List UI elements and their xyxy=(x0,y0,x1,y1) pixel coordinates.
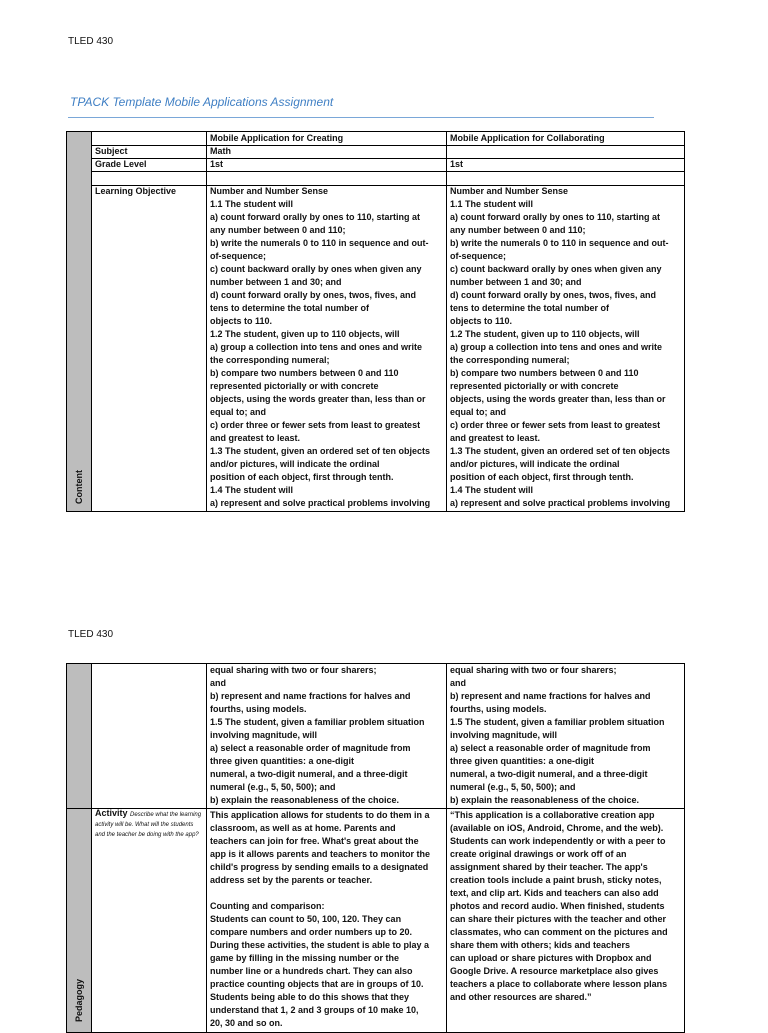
text-line: Counting and comparison: xyxy=(210,901,325,911)
text-line: photos and record audio. When finished, students xyxy=(450,901,665,911)
text-line: represented pictorially or with concrete xyxy=(210,381,379,391)
activity-label-cell xyxy=(95,809,203,839)
text-line: b) explain the reasonableness of the choice. xyxy=(210,795,400,805)
text-line: fourths, using models. xyxy=(450,704,547,714)
text-line: numeral (e.g., 5, 50, 500); and xyxy=(450,782,576,792)
text-line: classmates, who can comment on the pictures and xyxy=(450,927,668,937)
text-line: b) represent and name fractions for halves and xyxy=(210,691,411,701)
text-line: equal sharing with two or four sharers; xyxy=(450,665,617,675)
text-line: b) compare two numbers between 0 and 110 xyxy=(210,368,399,378)
text-line: app is it allows parents and teachers to monitor the xyxy=(210,849,431,859)
text-line: Students being able to do this shows that they xyxy=(210,992,410,1002)
text-line: 1.5 The student, given a familiar problem situation xyxy=(450,717,665,727)
text-line: equal to; and xyxy=(210,407,266,417)
text-line: 1.3 The student, given an ordered set of ten objects xyxy=(450,446,671,456)
text-line: a) count forward orally by ones to 110, starting at xyxy=(210,212,421,222)
text-line: b) write the numerals 0 to 110 in sequence and out- xyxy=(450,238,669,248)
continued-creating xyxy=(210,664,425,807)
text-line: and xyxy=(210,678,227,688)
text-line: can upload or share pictures with Dropbox and xyxy=(450,953,652,963)
text-line: “This application is a collaborative creation app xyxy=(450,810,655,820)
text-line: compare numbers and order numbers up to 20. xyxy=(210,927,413,937)
text-line: Students can work independently or with a peer to xyxy=(450,836,666,846)
text-line: text, and clip art. Kids and teachers can also add xyxy=(450,888,659,898)
text-line: practice counting objects that are in groups of 10. xyxy=(210,979,424,989)
subject-creating: Math xyxy=(210,146,231,156)
text-line: b) write the numerals 0 to 110 in sequence and out- xyxy=(210,238,429,248)
text-line: a) group a collection into tens and ones and write xyxy=(210,342,423,352)
text-line: Number and Number Sense xyxy=(210,186,329,196)
text-line: tens to determine the total number of xyxy=(450,303,610,313)
text-line: a) represent and solve practical problems involving xyxy=(450,498,671,508)
row-label-subject: Subject xyxy=(95,146,128,156)
text-line: position of each object, first through tenth. xyxy=(450,472,634,482)
text-line: number between 1 and 30; and xyxy=(210,277,342,287)
text-line: c) count backward orally by ones when given any xyxy=(210,264,422,274)
text-line: 1.2 The student, given up to 110 objects, will xyxy=(450,329,640,339)
text-line: understand that 1, 2 and 3 groups of 10 make 10, xyxy=(210,1005,419,1015)
page-header: TLED 430 xyxy=(68,36,114,47)
text-line: any number between 0 and 110; xyxy=(210,225,346,235)
text-line: of-sequence; xyxy=(450,251,507,261)
text-line: address set by the parents or teacher. xyxy=(210,875,373,885)
text-line: During these activities, the student is able to play a xyxy=(210,940,430,950)
text-line: and xyxy=(450,678,467,688)
text-line: 1.2 The student, given up to 110 objects, will xyxy=(210,329,400,339)
text-line: child's progress by sending emails to a designated xyxy=(210,862,429,872)
text-line: objects, using the words greater than, less than or xyxy=(210,394,426,404)
text-line: c) order three or fewer sets from least to greatest xyxy=(210,420,421,430)
text-line: This application allows for students to do them in a xyxy=(210,810,430,820)
text-line: Students can count to 50, 100, 120. They can xyxy=(210,914,402,924)
text-line: fourths, using models. xyxy=(210,704,307,714)
text-line: and other resources are shared.” xyxy=(450,992,592,1002)
text-line: involving magnitude, will xyxy=(210,730,318,740)
objective-collaborating xyxy=(450,185,670,510)
text-line: involving magnitude, will xyxy=(450,730,558,740)
text-line: equal sharing with two or four sharers; xyxy=(210,665,377,675)
activity-collaborating xyxy=(450,809,668,1004)
text-line: a) select a reasonable order of magnitude from xyxy=(450,743,651,753)
text-line: objects to 110. xyxy=(210,316,273,326)
text-line: position of each object, first through tenth. xyxy=(210,472,394,482)
text-line: numeral, a two-digit numeral, and a three-digit xyxy=(450,769,648,779)
content-continued-bar xyxy=(67,664,92,808)
col-header-creating: Mobile Application for Creating xyxy=(210,133,344,143)
text-line: share them with others; kids and teachers xyxy=(450,940,631,950)
text-line: d) count forward orally by ones, twos, fives, and xyxy=(450,290,657,300)
text-line: objects, using the words greater than, less than or xyxy=(450,394,666,404)
text-line: game by filling in the missing number or the xyxy=(210,953,400,963)
text-line: Google Drive. A resource marketplace also gives xyxy=(450,966,659,976)
text-line xyxy=(210,887,430,900)
text-line: the corresponding numeral; xyxy=(450,355,570,365)
content-section-label: Content xyxy=(74,470,84,504)
text-line: b) compare two numbers between 0 and 110 xyxy=(450,368,639,378)
text-line: 1.1 The student will xyxy=(450,199,534,209)
row-label-grade: Grade Level xyxy=(95,159,147,169)
title-divider xyxy=(68,117,654,118)
text-line: numeral (e.g., 5, 50, 500); and xyxy=(210,782,336,792)
text-line: 20, 30 and so on. xyxy=(210,1018,283,1028)
text-line: can share their pictures with the teacher and other xyxy=(450,914,667,924)
text-line: objects to 110. xyxy=(450,316,513,326)
text-line: tens to determine the total number of xyxy=(210,303,370,313)
text-line: three given quantities: a one-digit xyxy=(210,756,355,766)
text-line: 1.4 The student will xyxy=(450,485,534,495)
text-line: and/or pictures, will indicate the ordinal xyxy=(450,459,620,469)
text-line: create original drawings or work off of an xyxy=(450,849,627,859)
text-line: represented pictorially or with concrete xyxy=(450,381,619,391)
col-header-collaborating: Mobile Application for Collaborating xyxy=(450,133,605,143)
text-line: b) explain the reasonableness of the choice. xyxy=(450,795,640,805)
continued-collaborating xyxy=(450,664,665,807)
text-line: a) select a reasonable order of magnitude from xyxy=(210,743,411,753)
text-line: number line or a hundreds chart. They can also xyxy=(210,966,413,976)
text-line: 1.5 The student, given a familiar problem situation xyxy=(210,717,425,727)
text-line: creation tools include a paint brush, sticky notes, xyxy=(450,875,662,885)
activity-creating xyxy=(210,809,430,1030)
content-table xyxy=(66,131,685,512)
document-title: TPACK Template Mobile Applications Assignment xyxy=(70,95,334,109)
text-line: 1.3 The student, given an ordered set of ten objects xyxy=(210,446,431,456)
text-line: number between 1 and 30; and xyxy=(450,277,582,287)
page-header-2: TLED 430 xyxy=(68,629,114,640)
text-line: any number between 0 and 110; xyxy=(450,225,586,235)
text-line: d) count forward orally by ones, twos, fives, and xyxy=(210,290,417,300)
text-line: 1.4 The student will xyxy=(210,485,294,495)
text-line: assignment shared by their teacher. The app's xyxy=(450,862,648,872)
text-line: of-sequence; xyxy=(210,251,267,261)
text-line: and/or pictures, will indicate the ordinal xyxy=(210,459,380,469)
text-line: teachers can join for free. What's great about the xyxy=(210,836,419,846)
text-line: numeral, a two-digit numeral, and a three-digit xyxy=(210,769,408,779)
content-section-bar xyxy=(67,132,92,511)
text-line: classroom, as well as at home. Parents and xyxy=(210,823,396,833)
text-line: a) count forward orally by ones to 110, starting at xyxy=(450,212,661,222)
text-line: (available on iOS, Android, Chrome, and the web). xyxy=(450,823,664,833)
text-line: and greatest to least. xyxy=(450,433,541,443)
grade-creating: 1st xyxy=(210,159,224,169)
pedagogy-table xyxy=(66,663,685,1033)
text-line: a) represent and solve practical problems involving xyxy=(210,498,431,508)
text-line: teachers a place to collaborate where lesson plans xyxy=(450,979,668,989)
text-line: c) count backward orally by ones when given any xyxy=(450,264,662,274)
text-line: c) order three or fewer sets from least to greatest xyxy=(450,420,661,430)
activity-hint: Describe what the learning activity will be. What will the students and the teacher be doing with the app? xyxy=(95,812,202,838)
text-line: a) group a collection into tens and ones and write xyxy=(450,342,663,352)
row-label-objective: Learning Objective xyxy=(95,186,177,196)
text-line: three given quantities: a one-digit xyxy=(450,756,595,766)
text-line: the corresponding numeral; xyxy=(210,355,330,365)
text-line: and greatest to least. xyxy=(210,433,301,443)
activity-label: Activity xyxy=(95,808,128,818)
grade-collaborating: 1st xyxy=(450,159,464,169)
text-line: equal to; and xyxy=(450,407,506,417)
text-line: Number and Number Sense xyxy=(450,186,569,196)
text-line: 1.1 The student will xyxy=(210,199,294,209)
objective-creating xyxy=(210,185,430,510)
text-line: b) represent and name fractions for halves and xyxy=(450,691,651,701)
pedagogy-section-label: Pedagogy xyxy=(74,978,84,1022)
